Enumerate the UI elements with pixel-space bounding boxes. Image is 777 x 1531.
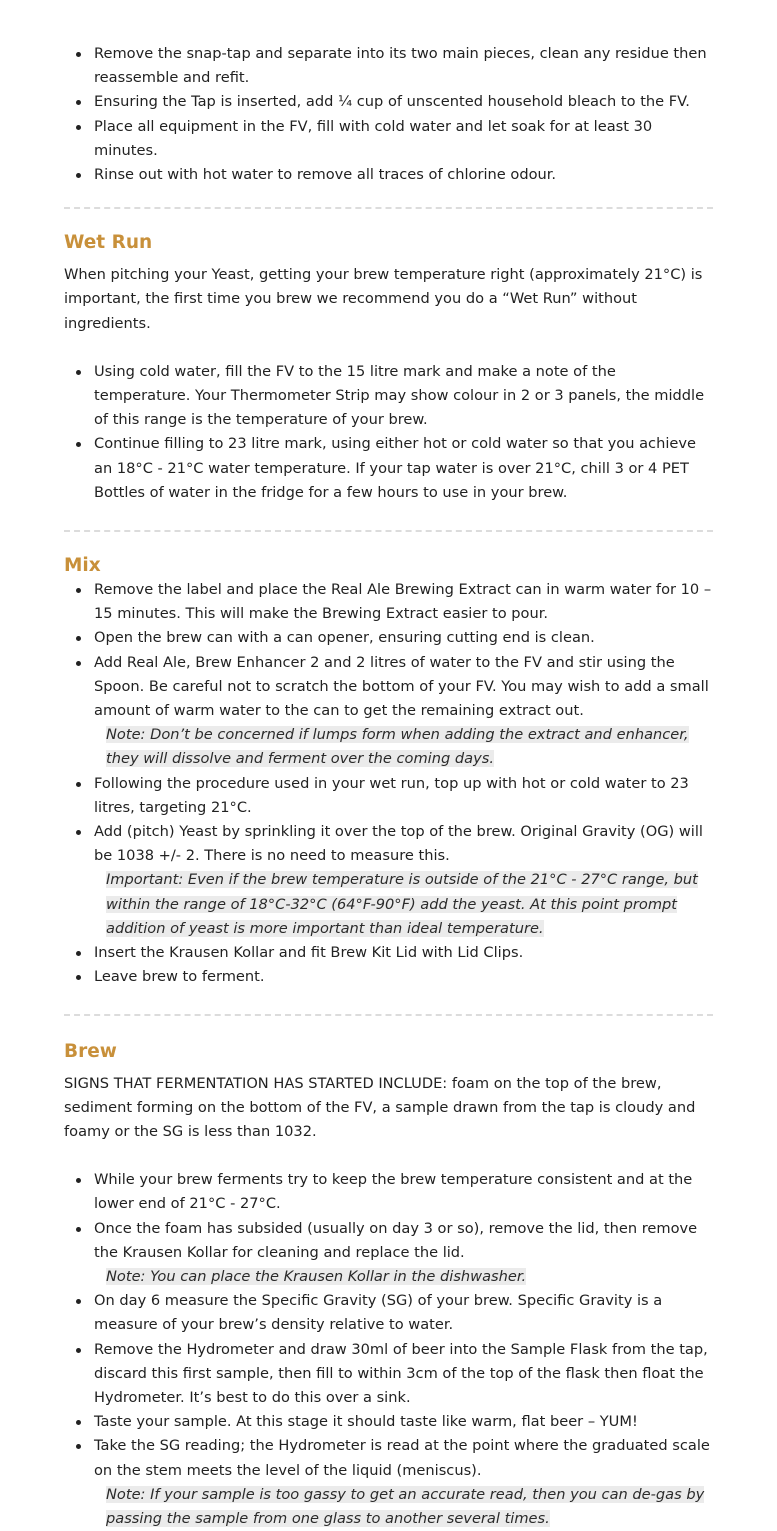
list-item: Place all equipment in the FV, fill with cold water and let soak for at least 30 minutes. bbox=[94, 115, 713, 163]
section-divider bbox=[64, 1014, 713, 1016]
list-item bbox=[94, 1217, 713, 1290]
list-item-text: Once the foam has subsided (usually on day 3 or so), remove the lid, then remove the Krausen Kollar for cleaning and replace the lid. bbox=[94, 1219, 698, 1261]
list-item: Insert the Krausen Kollar and fit Brew Kit Lid with Lid Clips. bbox=[94, 941, 713, 965]
list-item: While your brew ferments try to keep the brew temperature consistent and at the lower end of 21°C - 27°C. bbox=[94, 1168, 713, 1216]
list-item: Following the procedure used in your wet run, top up with hot or cold water to 23 litres, targeting 21°C. bbox=[94, 772, 713, 820]
section-divider bbox=[64, 530, 713, 532]
list-item: Remove the label and place the Real Ale Brewing Extract can in warm water for 10 – 15 minutes. This will make the Brewing Extract easier to pour. bbox=[94, 578, 713, 626]
list-item: Using cold water, fill the FV to the 15 litre mark and make a note of the temperature. Your Thermometer Strip may show colour in 2 or 3 panels, the middle of this range is the temperature of your brew. bbox=[94, 360, 713, 433]
section-heading-mix: Mix bbox=[64, 555, 101, 577]
note-text: Note: If your sample is too gassy to get an accurate read, then you can de-gas by passing the sample from one glass to another several times. bbox=[106, 1485, 705, 1527]
brew-paragraph: SIGNS THAT FERMENTATION HAS STARTED INCLUDE: foam on the top of the brew, sediment forming on the bottom of the FV, a sample drawn from the tap is cloudy and foamy or the SG is less than 1032. bbox=[64, 1074, 696, 1140]
section-divider bbox=[64, 207, 713, 209]
note bbox=[106, 1483, 713, 1531]
brew-list bbox=[64, 1168, 713, 1531]
list-item: Remove the snap-tap and separate into its two main pieces, clean any residue then reassemble and refit. bbox=[94, 42, 713, 90]
wet-run-list bbox=[64, 360, 713, 505]
mix-list bbox=[64, 578, 713, 989]
list-item: Remove the Hydrometer and draw 30ml of beer into the Sample Flask from the tap, discard this first sample, then fill to within 3cm of the top of the flask then float the Hydrometer. It’s best to do this over a sink. bbox=[94, 1338, 713, 1411]
list-item bbox=[94, 651, 713, 772]
section-heading-wet-run: Wet Run bbox=[64, 232, 153, 254]
list-item-text: Add (pitch) Yeast by sprinkling it over the top of the brew. Original Gravity (OG) will be 1038 +/- 2. There is no need to measure this. bbox=[94, 823, 703, 865]
section-heading-brew: Brew bbox=[64, 1040, 117, 1062]
list-item: Taste your sample. At this stage it should taste like warm, flat beer – YUM! bbox=[94, 1410, 713, 1434]
note-text: Important: Even if the brew temperature is outside of the 21°C - 27°C range, but within the range of 18°C-32°C (64°F-90°F) add the yeast. At this point prompt addition of yeast is more important than ideal temperature. bbox=[106, 871, 698, 937]
list-item: On day 6 measure the Specific Gravity (SG) of your brew. Specific Gravity is a measure of your brew’s density relative to water. bbox=[94, 1289, 713, 1337]
list-item bbox=[94, 820, 713, 941]
cleaning-list bbox=[64, 42, 713, 187]
list-item: Ensuring the Tap is inserted, add ¼ cup of unscented household bleach to the FV. bbox=[94, 90, 713, 114]
list-item: Continue filling to 23 litre mark, using either hot or cold water so that you achieve an 18°C - 21°C water temperature. If your tap water is over 21°C, chill 3 or 4 PET Bottles of water in the fridge for a few hours to use in your brew. bbox=[94, 432, 713, 505]
list-item-text: Add Real Ale, Brew Enhancer 2 and 2 litres of water to the FV and stir using the Spoon. Be careful not to scratch the bottom of your FV. You may wish to add a small amount of warm water to the can to get the remaining extract out. bbox=[94, 653, 709, 720]
list-item: Open the brew can with a can opener, ensuring cutting end is clean. bbox=[94, 626, 713, 650]
important-note bbox=[106, 868, 713, 941]
list-item-text: Take the SG reading; the Hydrometer is read at the point where the graduated scale on the stem meets the level of the liquid (meniscus). bbox=[94, 1437, 710, 1479]
note bbox=[106, 1265, 713, 1289]
list-item: Rinse out with hot water to remove all traces of chlorine odour. bbox=[94, 163, 713, 187]
note bbox=[106, 723, 713, 771]
wet-run-paragraph: When pitching your Yeast, getting your brew temperature right (approximately 21°C) is important, the first time you brew we recommend you do a “Wet Run” without ingredients. bbox=[64, 266, 703, 332]
list-item bbox=[94, 1434, 713, 1531]
note-text: Note: Don’t be concerned if lumps form when adding the extract and enhancer, they will dissolve and ferment over the coming days. bbox=[106, 726, 689, 768]
list-item: Leave brew to ferment. bbox=[94, 965, 713, 989]
note-text: Note: You can place the Krausen Kollar in the dishwasher. bbox=[106, 1267, 527, 1285]
